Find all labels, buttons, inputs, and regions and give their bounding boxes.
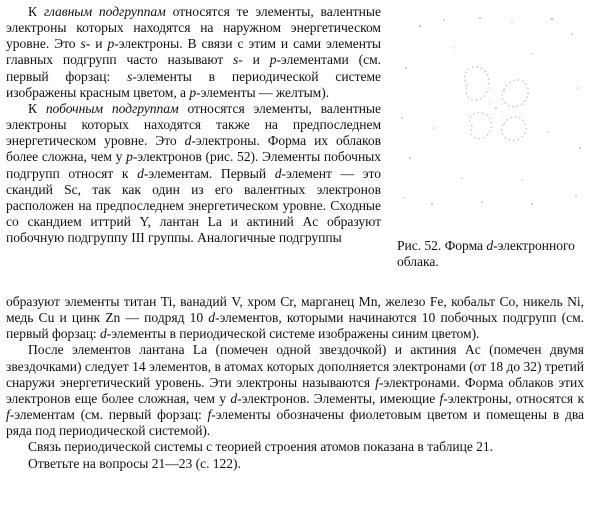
text-run: -электронами. Форма облаков этих электронов еще более сложная, чем у (6, 374, 584, 406)
text-run: -элемент — это скандий Sc, так как один из его валентных электронов расположен на предпоследнем энергетическом уровне. Сходные со скандием иттрий Y, лантан La и актиний Ac образуют побочную подгруппу III группы. Аналогичные подгруппы (6, 165, 381, 246)
term-side-subgroups: побочным подгруппам (45, 100, 179, 116)
orbital-symbol: s (80, 36, 86, 52)
orbital-symbol: f (6, 407, 10, 423)
text-run: После элементов лантана La (помечен одной звездочкой) и актиния Ac (помечен двумя звездочками) следует 14 элементов, в атомах которых дополняется электронами (от 18 до 32) третий снаружи энергетический уровень. Эти электроны называются (6, 342, 584, 390)
text-run: -электронов. Элементы, имеющие (237, 390, 440, 406)
orbital-symbol: d (208, 310, 216, 326)
orbital-symbol: d (137, 165, 144, 181)
caption-text: Рис. 52. Форма (397, 238, 487, 253)
paragraph-side-subgroups (6, 101, 381, 246)
orbital-symbol: p (189, 84, 197, 100)
orbital-symbol: f (439, 390, 444, 406)
text-run: относятся те элементы, валентные электроны которых находятся на наружном энергетическом уровне. Это (6, 4, 381, 52)
text-run: -элементы — желтым). (196, 84, 330, 100)
text-run: -электроны. Форма их облаков более сложна, чем у (6, 133, 381, 165)
orbital-symbol: p (269, 52, 277, 68)
paragraph-f-elements (6, 342, 584, 439)
orbital-symbol: s (233, 52, 239, 68)
paragraph-side-subgroups-continued (6, 294, 584, 342)
orbital-symbol: s (127, 68, 133, 84)
text-run: -элементами (см. первый форзац: (6, 52, 381, 84)
text-run: - и (85, 36, 108, 52)
text-run: образуют элементы титан Ti, ванадий V, хром Cr, марганец Mn, железо Fe, кобальт Co, никель Ni, медь Cu и цинк Zn — подряд 10 (6, 294, 584, 326)
text-run: -электронов (рис. 52). Элементы побочных подгрупп относят к (6, 149, 382, 181)
text-run: -элементы в периодической системе изображены красным цветом, а (6, 68, 381, 100)
figure-52 (392, 8, 586, 208)
orbital-symbol: d (100, 326, 107, 342)
orbital-symbol: d (274, 165, 282, 181)
text-run: -элементов, которыми начинаются 10 побочных подгрупп (см. первый форзац: (6, 310, 584, 342)
text-run: -элементам (см. первый форзац: (9, 407, 208, 423)
orbital-symbol: d (486, 238, 494, 253)
text-run: -электроны. В связи с этим и сами элементы главных подгрупп часто называют (6, 36, 381, 68)
text-column-full (6, 294, 584, 472)
text-column-narrow (6, 4, 381, 246)
text-run: Ответьте на вопросы 21—23 (с. 122). (28, 455, 241, 471)
text-run: -элементы в периодической системе изображены синим цветом). (106, 326, 480, 342)
text-run: Связь периодической системы с теорией строения атомов показана в таблице 21. (28, 439, 493, 455)
orbital-symbol: d (184, 133, 192, 149)
text-run: относятся элементы, валентные электроны которых находятся также на предпоследнем энергетическом уровне. Это (6, 100, 381, 149)
figure-caption (397, 238, 587, 270)
text-run: -элементы обозначены фиолетовым цветом и помещены в два ряда под периодической системой). (6, 407, 584, 439)
text-run: К (28, 100, 46, 116)
paragraph-main-subgroups (6, 4, 381, 101)
orbital-symbol: d (230, 390, 238, 406)
orbital-symbol: f (207, 407, 212, 423)
orbital-symbol: p (107, 36, 115, 52)
paragraph-table-reference (6, 439, 584, 455)
text-run: -электроны, относятся к (443, 390, 585, 406)
text-run: К (28, 4, 44, 19)
caption-text: -электронного облака. (397, 238, 575, 270)
paragraph-questions (6, 456, 584, 472)
orbital-symbol: f (375, 374, 379, 390)
text-run: - и (238, 52, 270, 68)
orbital-symbol: p (126, 149, 133, 165)
d-electron-cloud-shape-icon (392, 8, 586, 208)
text-run: -элементам. Первый (143, 165, 275, 181)
term-main-subgroups: главным подгруппам (43, 4, 166, 19)
